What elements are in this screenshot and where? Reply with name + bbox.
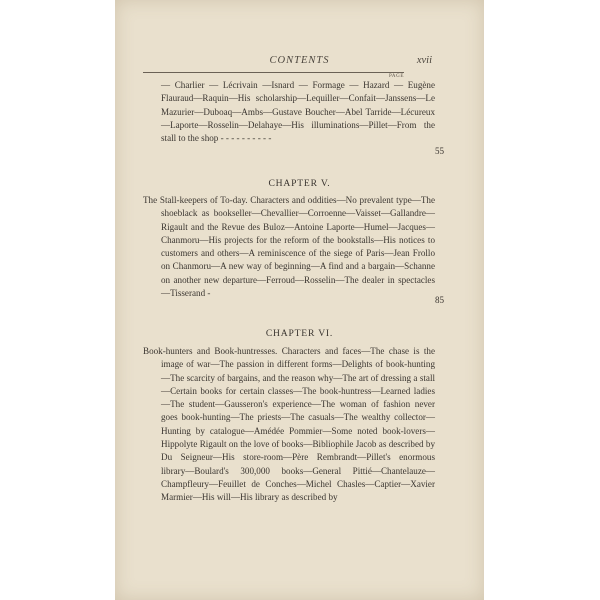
entry-page-number: 55 — [435, 146, 445, 156]
contents-entry: — Charlier — Lécrivain —Isnard — Formage — Hazard — Eugène Flauraud—Raquin—His scholarship—Lequiller—Confait—Janssens—Le Mazurier—Duboaq—Ambs—Gustave Boucher—Abel Tarride—Lécureux—Laporte—Rosselin—Delahaye—His illuminations—Pillet—From the stall to the shop - - - - - - - - - - — [161, 80, 435, 144]
book-page — [115, 0, 484, 600]
chapter-heading: CHAPTER V. — [268, 178, 331, 189]
contents-entry: Book-hunters and Book-huntresses. Characters and faces—The chase is the image of war—The passion in different forms—Delights of book-hunting—The scarcity of bargains, and the reason why—The art of dressing a stall—Certain books for certain classes—The book-huntress—Learned ladies—The student—Gausseron's experience—The woman of fashion never goes book-hunting—The priests—The casuals—The wealthy collector—Hunting by catalogue—Amédée Pommier—Some noted book-lovers—Hippolyte Rigault on the love of books—Bibliophile Jacob as described by Du Seigneur—His store-room—Père Rembrandt—Pillet's enormous library—Boulard's 300,000 books—General Pittié—Chantelauze—Champfleury—Feuillet de Conches—Michel Chasles—Captier—Xavier Marmier—His will—His library as described by — [143, 346, 435, 503]
entry-page-number: 85 — [435, 295, 445, 305]
page-column-label: PAGE — [389, 74, 404, 79]
header-rule — [143, 72, 404, 73]
chapter-heading: CHAPTER VI. — [265, 328, 334, 339]
contents-entry: The Stall-keepers of To-day. Characters and oddities—No prevalent type—The shoeblack as bookseller—Chevallier—Corroenne—Vaisset—Gallandre—Rigault and the Revue des Buloz—Antoine Laporte—Humel—Jacques—Chanmoru—His projects for the reform of the bookstalls—His notices to customers and others—A reminiscence of the siege of Paris—Jean Frollo on Chanmoru—A new way of beginning—A find and a bargain—Schanne on another new departure—Ferroud—Rosselin—The dealer in spectacles—Tisserand - — [143, 195, 435, 299]
page-number: xvii — [416, 55, 432, 66]
running-title: CONTENTS — [269, 55, 330, 66]
running-header — [115, 55, 484, 71]
